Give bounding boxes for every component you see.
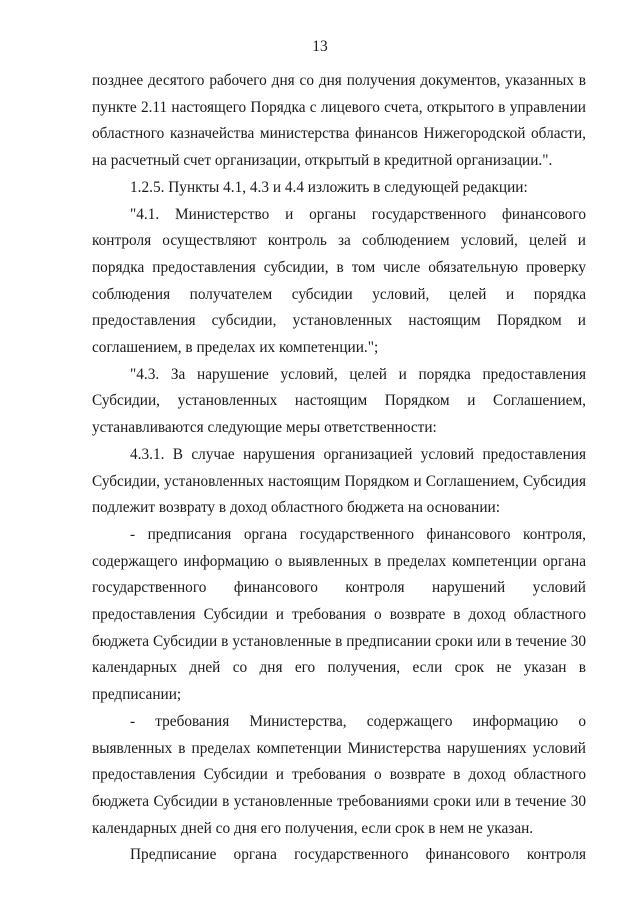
paragraph-prescription-continued: Предписание органа государственного финансового контроля — [130, 846, 586, 864]
paragraph-1-2-5: 1.2.5. Пункты 4.1, 4.3 и 4.4 изложить в следующей редакции: — [130, 178, 528, 196]
paragraph-continuation: позднее десятого рабочего дня со дня получения документов, указанных в пункте 2.11 настоящего Порядка с лицевого счета, открытого в управлении областного казначейства министерства финансов Нижегородской области, на расчетный счет организации, открытый в кредитной организации.". — [92, 72, 586, 170]
paragraph-4-1: "4.1. Министерство и органы государственного финансового контроля осуществляют контроль за соблюдением условий, целей и порядка предоставления субсидии, в том числе обязательную проверку соблюдения получателем субсидии условий, целей и порядка предоставления субсидии, установленных настоящим Порядком и соглашением, в пределах их компетенции."; — [92, 205, 586, 357]
list-item-prescription: - предписания органа государственного финансового контроля, содержащего информацию о выявленных в пределах компетенции органа государственного финансового контроля нарушений условий предоставления Субсидии и требования о возврате в доход областного бюджета Субсидии в установленные в предписании сроки или в течение 30 календарных дней со дня его получения, если срок не указан в предписании; — [92, 525, 586, 704]
document-body — [92, 68, 586, 869]
page-number: 13 — [312, 38, 328, 55]
paragraph-4-3-1: 4.3.1. В случае нарушения организацией условий предоставления Субсидии, установленных настоящим Порядком и Соглашением, Субсидия подлежит возврату в доход областного бюджета на основании: — [92, 445, 586, 517]
paragraph-4-3: "4.3. За нарушение условий, целей и порядка предоставления Субсидии, установленных настоящим Порядком и Соглашением, устанавливаются следующие меры ответственности: — [92, 365, 586, 437]
list-item-ministry-requirement: - требования Министерства, содержащего информацию о выявленных в пределах компетенции Министерства нарушениях условий предоставления Субсидии и требования о возврате в доход областного бюджета Субсидии в установленные требованиями сроки или в течение 30 календарных дней со дня его получения, если срок в нем не указан. — [92, 712, 586, 837]
